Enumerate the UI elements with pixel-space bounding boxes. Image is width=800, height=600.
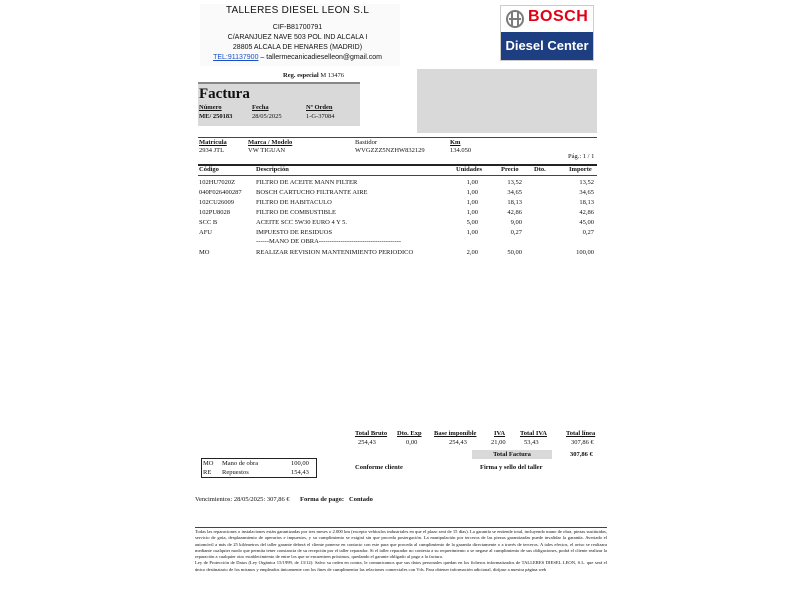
table-row: 102PU8028 FILTRO DE COMBUSTIBLE 1,00 42,86 42,86	[199, 209, 594, 216]
invoice-total-label: Total Factura	[493, 451, 531, 458]
bosch-wordmark: BOSCH	[528, 8, 589, 25]
base-value: 254,43	[449, 439, 467, 446]
table-row: AFU IMPUESTO DE RESIDUOS 1,00 0,27 0,27	[199, 229, 594, 236]
total-vat-label: Total IVA	[520, 430, 547, 437]
total-line-value: 307,86 €	[571, 439, 594, 446]
col-units: Unidades	[456, 166, 483, 173]
breakdown-value: 100,00	[291, 460, 309, 467]
km-label: Km	[450, 139, 461, 146]
registry-label: Reg. especial	[283, 72, 319, 79]
table-row: 102CU26009 FILTRO DE HABITACULO 1,00 18,13 18,13	[199, 199, 594, 206]
invoice-total-value: 307,86 €	[570, 451, 593, 458]
disc-value: 0,00	[406, 439, 418, 446]
km-value: 134.050	[450, 147, 472, 154]
invoice-order: 1-G-37084	[306, 113, 335, 120]
plate-label: Matrícula	[199, 139, 227, 146]
due-dates: Vencimientos: 28/05/2025: 307,86 €	[195, 496, 290, 503]
col-amount: Importe	[569, 166, 592, 173]
col-price: Precio	[501, 166, 519, 173]
table-header	[198, 166, 598, 175]
chassis-label: Bastidor	[355, 139, 378, 146]
table-header-rule	[198, 175, 597, 176]
company-name: TALLERES DIESEL LEON S.L	[225, 5, 370, 16]
table-row: ------MANO DE OBRA--------------------------------------	[256, 238, 402, 245]
company-email: – tallermecanicadieselleon@gmail.com	[258, 54, 382, 61]
client-box	[417, 69, 597, 133]
table-row: 102HU7020Z FILTRO DE ACEITE MANN FILTER 1,00 13,52 13,52	[199, 179, 594, 186]
make-label: Marca / Modelo	[248, 139, 293, 146]
table-row: SCC B ACEITE SCC 5W30 EURO 4 Y 5. 5,00 9,00 45,00	[199, 219, 594, 226]
invoice-order-label: Nº Orden	[306, 104, 333, 111]
gross-value: 254,43	[358, 439, 376, 446]
col-code: Código	[199, 166, 219, 173]
legal-rule	[195, 527, 607, 528]
breakdown-label: Mano de obra	[222, 460, 259, 467]
invoice-number-label: Número	[199, 104, 222, 111]
company-contact	[200, 54, 395, 61]
col-discount: Dto.	[534, 166, 546, 173]
breakdown-code: RE	[203, 469, 212, 476]
col-desc: Descripción	[256, 166, 289, 173]
divider	[198, 137, 597, 138]
warranty-paragraph: Todas las reparaciones o instalaciones están garantizadas por tres meses o 2.000 km (excepto vehículos industriales en que el plazo será de 15 días). La garantía se entiende total, incluyendo mano de obra, piezas sustituidas, servicio de grúa, desplazamiento de operarios e impuestos, y su cumplimiento se exigirá sin que proceda postergación. La manipulación por terceros de las piezas garantizadas puede invalidar la garantía. Averiado el automóvil a más de 25 kilómetros del taller garante deberá el cliente ponerse en contacto con este para que proceda al cumplimiento de la garantía directamente o a través de terceros. A tales efectos, el aviso se realizara mediante cualquier modo que permita tener constancia de su recepción por el taller reparador. Si el taller reparador no contesta a su requerimiento o se negase al cumplimiento de sus obligaciones, podrá el cliente realizar la reparación a cualquier otro establecimiento de entre los que se encuentren próximos, quedando el garante obligado al pago a la factura.	[195, 529, 607, 560]
breakdown-label: Repuestos	[222, 469, 249, 476]
invoice-date: 28/05/2025	[252, 113, 282, 120]
plate-value: 2934 JTL	[199, 147, 225, 154]
breakdown-value: 154,43	[291, 469, 309, 476]
company-city: 28805 ALCALA DE HENARES (MADRID)	[232, 44, 363, 51]
shop-signature-label: Firma y sello del taller	[480, 464, 543, 471]
data-protection-paragraph: Ley de Protección de Datos (Ley Orgánica 15/1999, de 13/12): Salvo su orden en contra, le comunicamos que sus datos personales quedan en los ficheros informatizados de TALLERES DIESEL LEON, S.L. que será el único destinatario de los mismos y empleados únicamente con los fines de cumplimentar las relaciones comerciales con Vds. Para obtener información adicional, diríjase a nuestra página web	[195, 560, 607, 572]
page-number: Pág.: 1 / 1	[568, 153, 595, 160]
disc-label: Dto. Exp	[397, 430, 422, 437]
invoice-date-label: Fecha	[252, 104, 269, 111]
client-signature-label: Conforme cliente	[355, 464, 403, 471]
company-address: C/ARANJUEZ NAVE 503 POL IND ALCALA I	[227, 34, 368, 41]
registry-value: M 13476	[320, 72, 345, 79]
invoice-title: Factura	[199, 86, 250, 102]
registry	[283, 72, 344, 79]
breakdown-code: MO	[203, 460, 214, 467]
table-row: MO REALIZAR REVISION MANTENIMIENTO PERIODICO 2,00 50,00 100,00	[199, 249, 594, 256]
base-label: Base imponible	[434, 430, 477, 437]
total-line-label: Total línea	[566, 430, 596, 437]
vat-value: 21,00	[491, 439, 506, 446]
chassis-value: WVGZZZ5NZHW832129	[355, 147, 425, 154]
legal-text	[195, 529, 607, 573]
total-vat-value: 53,43	[524, 439, 539, 446]
bosch-armature-icon-bar	[509, 18, 521, 20]
make-value: VW TIGUAN	[248, 147, 286, 154]
payment-method: Contado	[349, 496, 373, 503]
diesel-center-text: Diesel Center	[505, 38, 589, 53]
invoice-number: ME/ 250183	[199, 113, 233, 120]
phone-link[interactable]: TEL:91137900	[213, 54, 259, 61]
gross-label: Total Bruto	[355, 430, 388, 437]
vat-label: IVA	[494, 430, 506, 437]
payment-method-label: Forma de pago:	[300, 496, 345, 503]
company-cif: CIF-B81700791	[272, 24, 323, 31]
table-row: 040F026400287 BOSCH CARTUCHO FILTRANTE AIRE 1,00 34,65 34,65	[199, 189, 594, 196]
